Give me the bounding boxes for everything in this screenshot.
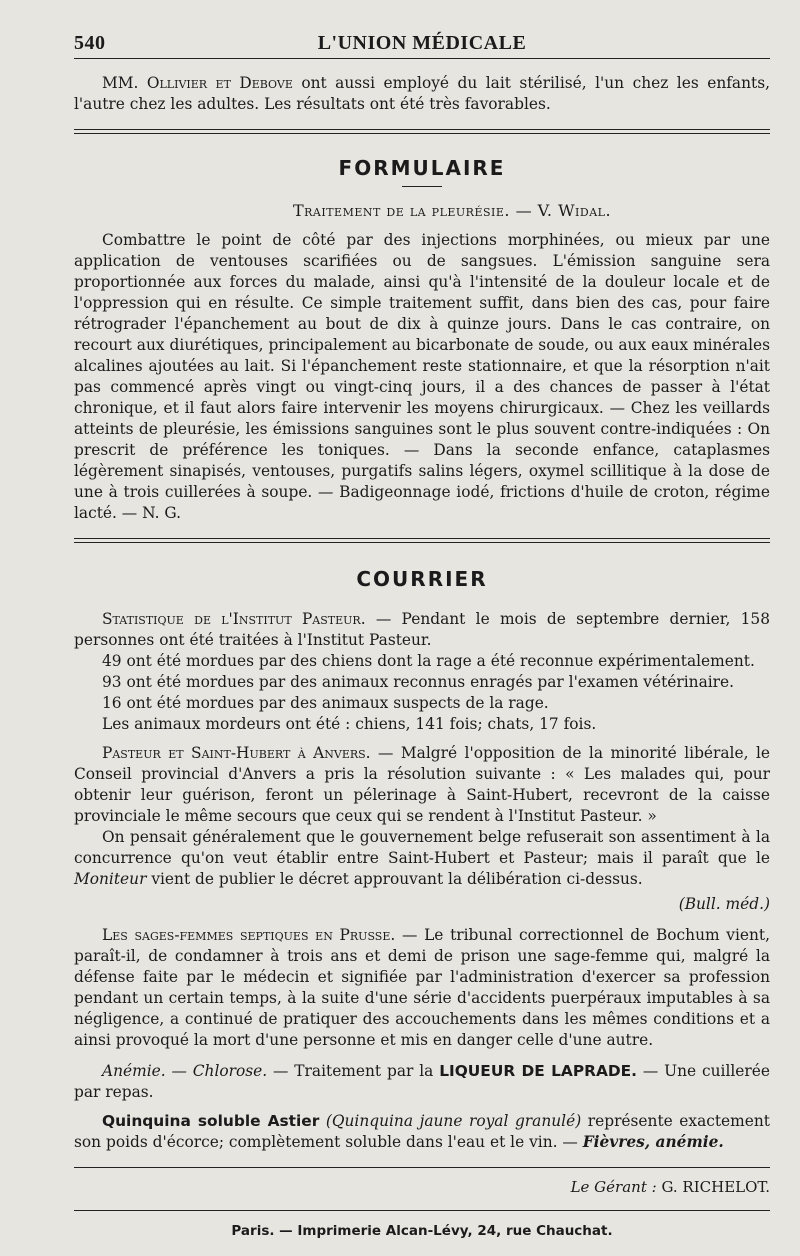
formulaire-subheading: Traitement de la pleurésie. — V. Widal. <box>292 201 612 220</box>
title-dash <box>402 186 442 187</box>
section-rule <box>74 129 770 134</box>
anemie-label: Anémie. — Chlorose. <box>102 1062 268 1080</box>
quinquina-sub: (Quinquina jaune royal granulé) <box>325 1112 582 1130</box>
courrier-title: COURRIER <box>356 567 488 591</box>
gerant-name: G. RICHELOT. <box>661 1178 770 1196</box>
gerant-label: Le Gérant : <box>570 1178 657 1196</box>
stat-line: 49 ont été mordues par des chiens dont la rage a été reconnue expérimentalement. <box>102 652 755 670</box>
imprint-rule <box>74 1210 770 1211</box>
page-number: 540 <box>74 32 106 54</box>
anvers-text-2b: vient de publier le décret approuvant la délibération ci-dessus. <box>146 870 643 888</box>
quinquina-ad <box>74 1111 770 1153</box>
formulaire-signature: N. G. <box>142 504 181 522</box>
stat-line: Les animaux mordeurs ont été : chiens, 141 fois; chats, 17 fois. <box>102 715 597 733</box>
stat-text: — Pendant le mois de septembre dernier, 158 personnes ont été traitées à l'Institut Pasteur. <box>74 610 770 649</box>
formulaire-body <box>74 230 770 524</box>
header-rule <box>74 58 770 59</box>
imprint: Paris. — Imprimerie Alcan-Lévy, 24, rue Chauchat. <box>231 1223 613 1239</box>
stat-line: 16 ont été mordues par des animaux suspects de la rage. <box>102 694 549 712</box>
anvers-paragraph <box>74 743 770 827</box>
anvers-paragraph-2 <box>74 827 770 890</box>
anemie-ad <box>74 1061 770 1103</box>
anvers-text-2a: On pensait généralement que le gouvernement belge refuserait son assentiment à la concurrence qu'on veut établir entre Saint-Hubert et Pasteur; mais il paraît que le <box>74 828 770 867</box>
intro-names: MM. Ollivier et Debove <box>102 74 293 92</box>
stat-heading: Statistique de l'Institut Pasteur. <box>102 610 366 628</box>
anvers-source: (Bull. méd.) <box>678 895 770 913</box>
running-head <box>74 28 770 58</box>
intro-paragraph <box>74 73 770 115</box>
quinquina-text: représente exactement son poids d'écorce; complètement soluble dans l'eau et le vin. — <box>74 1112 770 1151</box>
anvers-heading: Pasteur et Saint-Hubert à Anvers. <box>102 744 371 762</box>
section-rule <box>74 538 770 543</box>
formulaire-body-text: Combattre le point de côté par des injections morphinées, ou mieux par une application de ventouses scarifiées ou de sangsues. L'émission sanguine sera proportionnée aux forces du malade, ainsi qu'à l'intensité de la douleur locale et de l'oppression qui en résulte. Ce simple traitement suffit, dans bien des cas, pour faire rétrograder l'épanchement au bout de dix à quinze jours. Dans le cas contraire, on recourt aux diurétiques, principalement au bicarbonate de soude, ou aux eaux minérales alcalines ajoutées au lait. Si l'épanchement reste stationnaire, et que la résorption n'ait pas commencé après vingt ou vingt-cinq jours, il a des chances de passer à l'état chronique, et il faut alors faire intervenir les moyens chirurgicaux. — Chez les veillards atteints de pleurésie, les émissions sanguines sont le plus souvent contre-indiquées : On prescrit de préférence les toniques. — Dans la seconde enfance, cataplasmes légèrement sinapisés, ventouses, purgatifs salins légers, oxymel scillitique à la dose de une à trois cuillerées à soupe. — Badigeonnage iodé, frictions d'huile de croton, régime lacté. — <box>74 231 770 522</box>
intro-text: ont aussi employé du lait stérilisé, l'un chez les enfants, l'autre chez les adultes. Les résultats ont été très favorables. <box>74 74 770 113</box>
moniteur-title: Moniteur <box>74 870 147 888</box>
quinquina-brand: Quinquina soluble Astier <box>102 1112 320 1130</box>
prusse-heading: Les sages-femmes septiques en Prusse. <box>102 926 396 944</box>
prusse-text: — Le tribunal correctionnel de Bochum vient, paraît-il, de condamner à trois ans et demi de prison une sage-femme qui, malgré la défense faite par le médecin et signifiée par l'administration d'exercer sa profession pendant un certain temps, à la suite d'une série d'accidents puerpéraux imputables à sa négligence, a continué de pratiquer des accouchements dans les mêmes conditions et a ainsi provoqué la mort d'une personne et mis en danger celle d'une autre. <box>74 926 770 1049</box>
stat-line: 93 ont été mordues par des animaux reconnus enragés par l'examen vétérinaire. <box>102 673 735 691</box>
anemie-dose: — Une cuillerée par repas. <box>74 1062 770 1101</box>
journal-title: L'UNION MÉDICALE <box>317 32 527 54</box>
quinquina-end: Fièvres, anémie. <box>582 1133 724 1151</box>
footer-rule <box>74 1167 770 1168</box>
stat-paragraph <box>74 609 770 651</box>
laprade-brand: LIQUEUR DE LAPRADE. <box>439 1062 638 1080</box>
prusse-paragraph <box>74 925 770 1051</box>
gerant-line <box>74 1178 770 1196</box>
anvers-text: — Malgré l'opposition de la minorité libérale, le Conseil provincial d'Anvers a pris la résolution suivante : « Les malades qui, pour obtenir leur guérison, feront un pélerinage à Saint-Hubert, recevront de la caisse provinciale le même secours que ceux qui se rendent à l'Institut Pasteur. » <box>74 744 770 825</box>
anemie-text: — Traitement par la <box>267 1062 440 1080</box>
formulaire-title: FORMULAIRE <box>338 156 506 180</box>
